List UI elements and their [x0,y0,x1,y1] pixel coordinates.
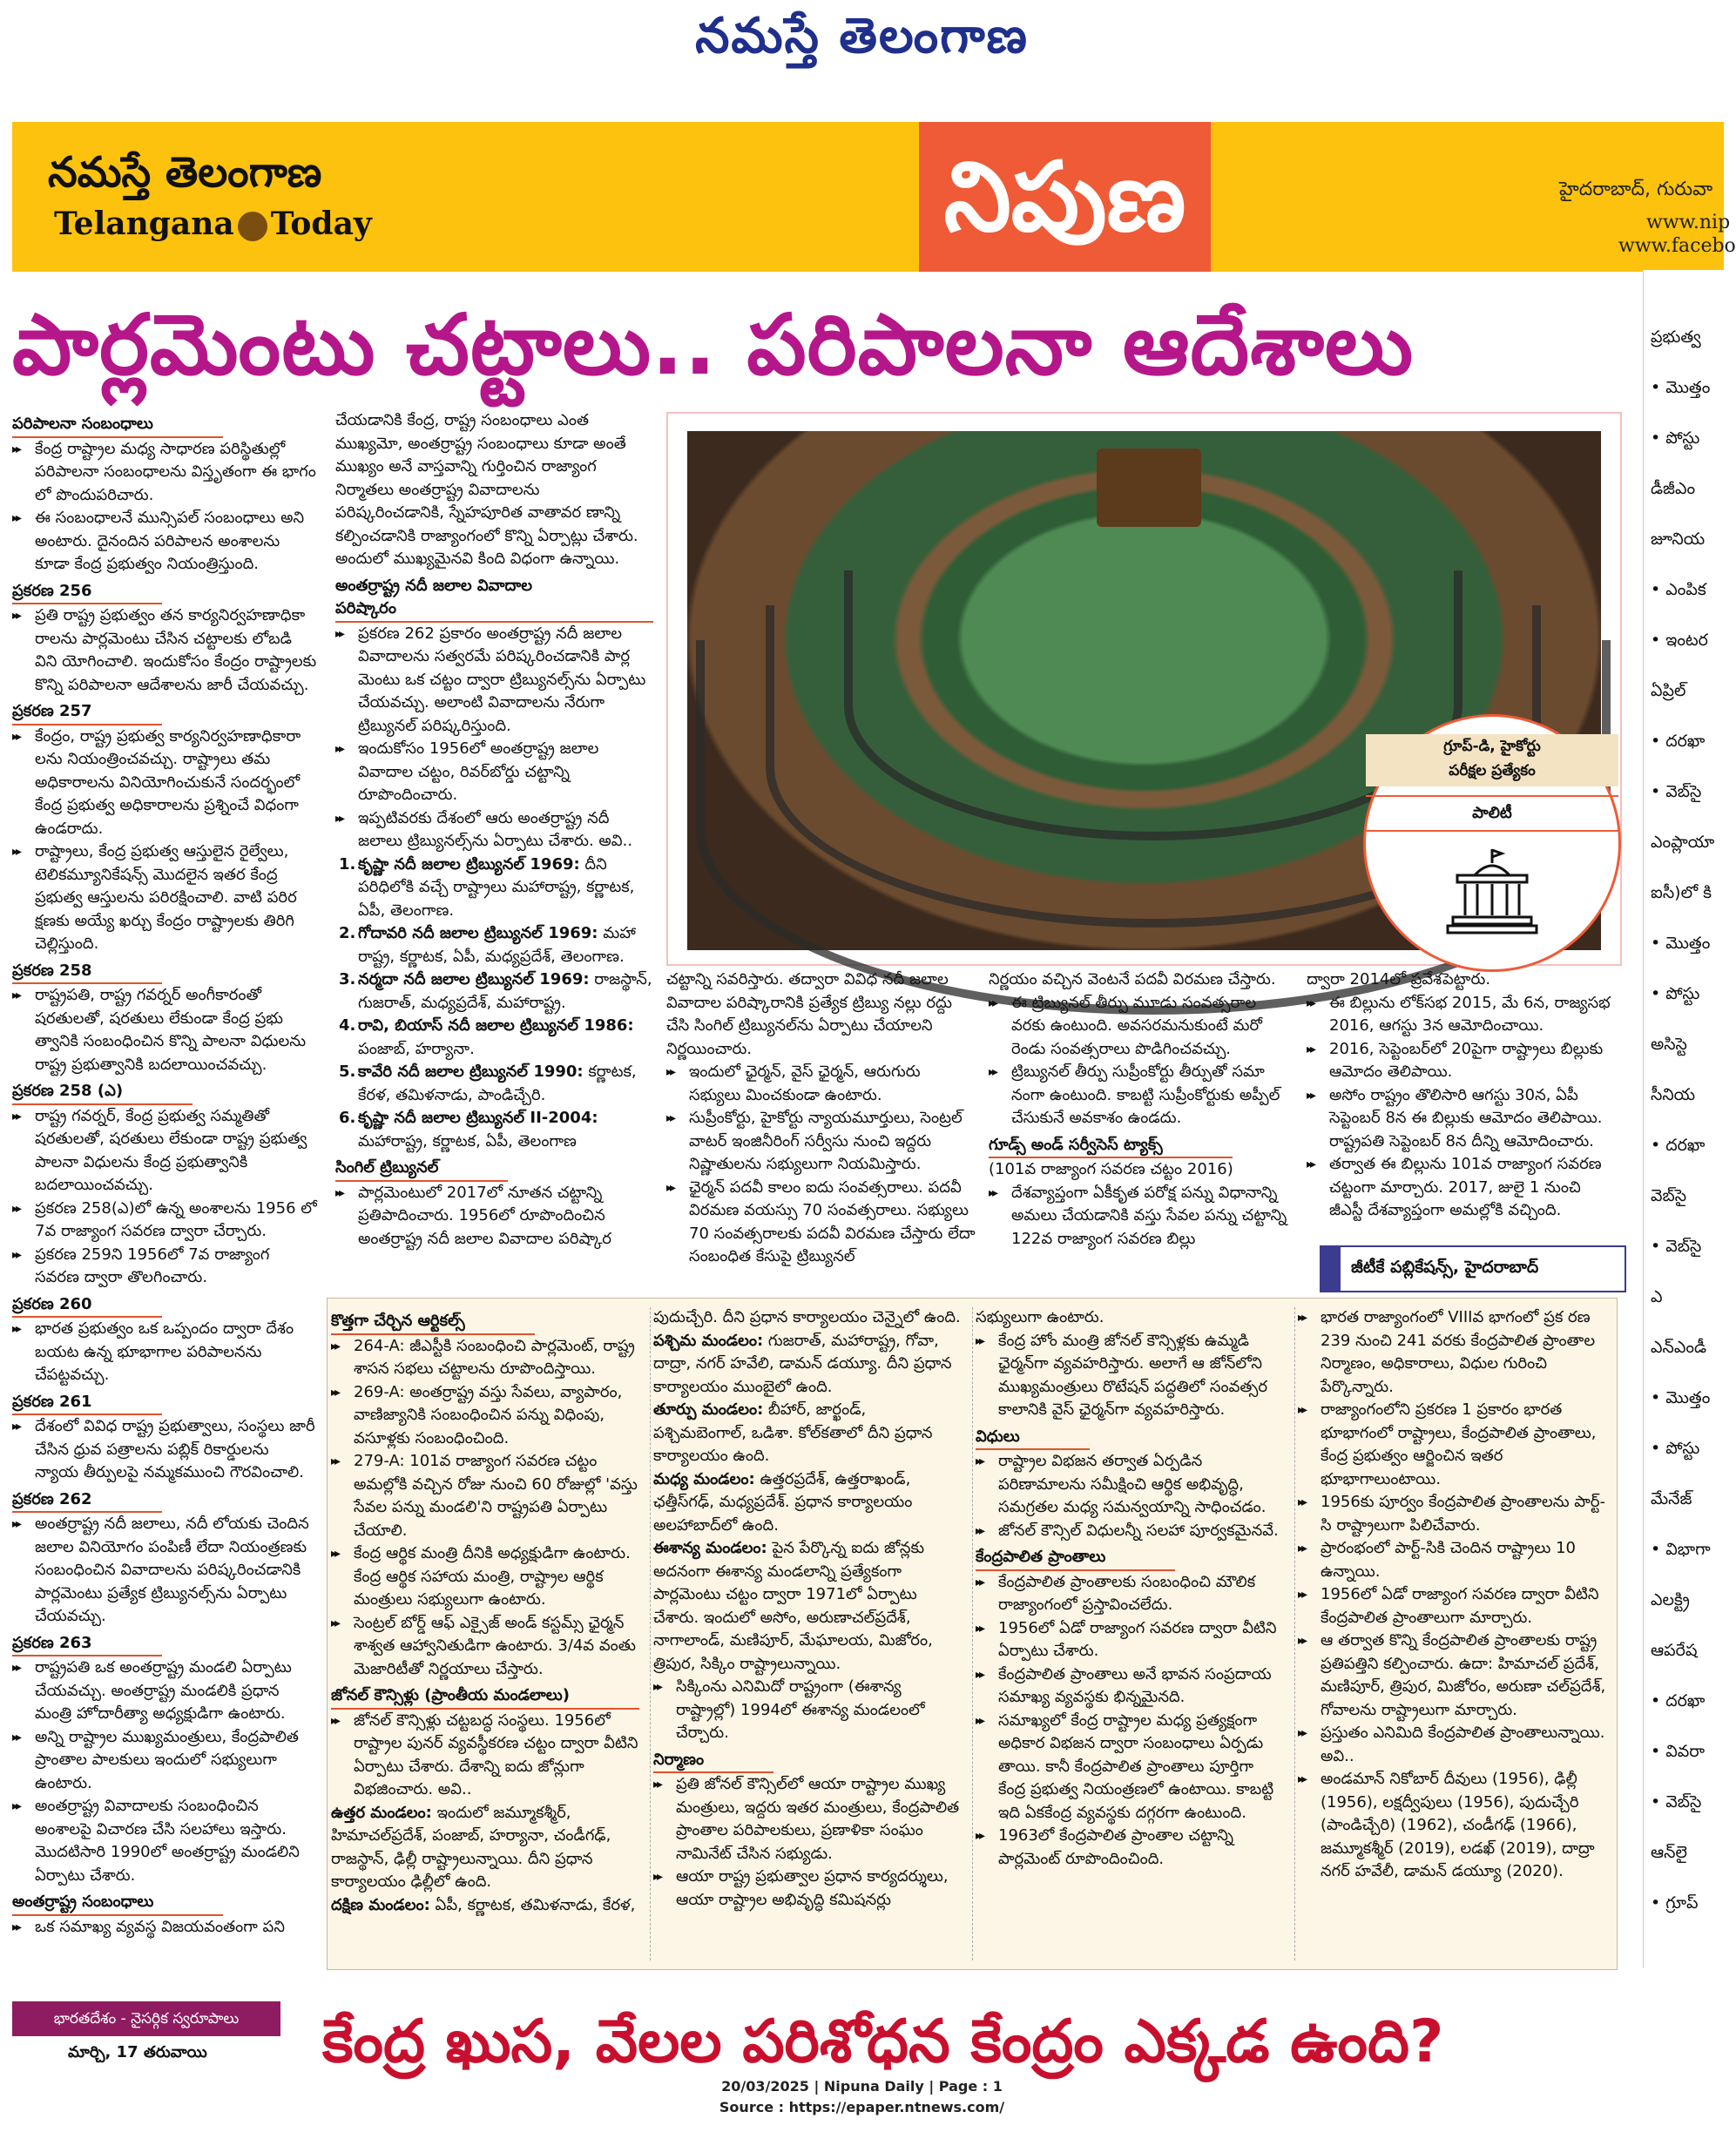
numbered-item [335,1061,653,1107]
article-headline: పార్లమెంటు చట్టాలు.. పరిపాలనా ఆదేశాలు [12,296,1415,394]
bullet-item [976,1617,1285,1663]
bullet-item [331,1335,640,1381]
sidebar-line: • దరఖా [1651,1136,1706,1155]
item-text: (101వ రాజ్యాంగ సవరణ చట్టం 2016) [989,1160,1233,1178]
item-text: జోనల్ కౌన్సిళ్లు చట్టబద్ధ సంస్థలు. 1956లో రాష్ట్రాల పునర్ వ్యవస్థీకరణ చట్టం ద్వారా వీటిని ఏర్పాటు చేశారు. దేశాన్ని ఐదు జోన్లుగా విభజించారు. అవి.. [354,1710,638,1798]
sidebar-line: ఎన్‌ఎండీ [1651,1338,1707,1357]
section-heading: అంతర్రాష్ట్ర సంబంధాలు [12,1891,223,1916]
item-text: అసోం రాష్ట్రం తొలిసారి ఆగస్టు 30న, ఏపీ సెప్టెంబర్ 8న ఈ బిల్లుకు ఆమోదం తెలిపాయి. రాష్ట్రపతి సెప్టెంబర్ 8న దీన్ని ఆమోదించారు. [1329,1085,1603,1150]
brand-telugu-logo: నమస్తే తెలంగాణ [48,148,322,197]
item-text: 1956లో ఏడో రాజ్యాంగ సవరణ ద్వారా వీటిని ఏర్పాటు చేశారు. [998,1618,1277,1660]
next-article-headline: కేంద్ర ఖుస, వేలల పరిశోధన కేంద్రం ఎక్కడ ఉంది? [322,2007,1444,2076]
item-text: ప్రకరణ 258(ఎ)లో ఉన్న అంశాలను 1956 లో 7వ రాజ్యాంగ సవరణ ద్వారా చేర్చారు. [35,1198,317,1240]
item-text: ప్రస్తుతం ఎనిమిది కేంద్రపాలిత ప్రాంతాలున్నాయి. అవి.. [1321,1724,1605,1765]
item-text: అండమాన్ నికోబార్ దీవులు (1956), ఢిల్లీ (1956), లక్షద్వీపులు (1956), పుదుచ్చేరి (పాండిచ్చేరి) (1962), చండీగఢ్ (1966), జమ్మూకశ్మీర్ (2019), లడఖ్ (2019), దాద్రా నగర్ హవేలీ, డామన్ డయ్యూ (2020). [1321,1770,1595,1880]
item-term: తూర్పు మండలం: [653,1400,764,1419]
bullet-item [331,1450,640,1542]
item-text: భారత రాజ్యాంగంలో VIIIవ భాగంలో ప్రక రణ 239 నుంచి 241 వరకు కేంద్రపాలిత ప్రాంతాల నిర్మాణం, అధికారాలు, విధుల గురించి పేర్కొన్నారు. [1321,1308,1596,1396]
item-number: 2. [339,924,356,942]
sidebar-line: ఎ [1651,1287,1663,1306]
bullet-item [331,1542,640,1612]
paragraph [653,1468,963,1538]
item-text: రాజ్యాంగంలోని ప్రకరణ 1 ప్రకారం భారత భూభాగంలో రాష్ట్రాలు, కేంద్రపాలిత ప్రాంతాలు, కేంద్ర ప్రభుత్వం ఆర్జించిన ఇతర భూభాగాలుంటాయి. [1321,1400,1597,1488]
item-number: 3. [339,970,356,988]
paragraph [666,968,976,1061]
section-heading: కేంద్రపాలిత ప్రాంతాలు [976,1546,1175,1571]
bullet-item [331,1612,640,1682]
item-text: రాష్ట్రాల విభజన తర్వాత ఏర్పడిన పరిణామాలను సమీక్షించి ఆర్థిక అభివృద్ధి, సమగ్రతల మధ్య సమన్వయాన్ని సాధించడం. [998,1452,1267,1516]
badge-line-2: పరీక్షల ప్రత్యేకం [1449,762,1536,779]
bullet-item [666,1177,976,1269]
paragraph [335,409,653,571]
item-term: పశ్చిమ మండలం: [653,1331,764,1350]
continued-date: మార్చి, 17 తరువాయి [68,2043,207,2061]
bullet-item [1298,1537,1607,1583]
item-text: రాష్ట్రపతి ఒక అంతర్రాష్ట్ర మండలి ఏర్పాటు చేయవచ్చు. అంతర్రాష్ట్ర మండలికి ప్రధాన మంత్రి హోదారీత్యా అధ్యక్షుడిగా ఉంటారు. [35,1658,292,1723]
item-text: 264-A: జీఎస్టీకి సంబంధించి పార్లమెంట్, రాష్ట్ర శాసన సభలు చట్టాలను రూపొందిస్తాయి. [354,1336,635,1378]
exam-special-badge [1363,714,1621,972]
bullet-item [1307,992,1616,1038]
item-text: సెంట్రల్ బోర్డ్ ఆఫ్ ఎక్సైజ్ అండ్ కస్టమ్స్ ఛైర్మన్ శాశ్వత ఆహ్వానితుడిగా ఉంటారు. 3/4వ వంతు మెజారిటీతో నిర్ణయాలు చేస్తారు. [354,1613,636,1678]
item-text: 269-A: అంతర్రాష్ట్ర వస్తు సేవలు, వ్యాపారం, వాణిజ్యానికి సంబంధించిన పన్ను విధింపు, వసూళ్లకు సంబంధించింది. [354,1382,623,1447]
publisher-bar [1321,1247,1341,1291]
item-term: కృష్ణా నదీ జలాల ట్రిబ్యునల్ 1969: [358,854,580,874]
sidebar-line: వెబ్‌సై [1651,1186,1687,1205]
item-text: ఛైర్మన్ పదవీ కాలం ఐదు సంవత్సరాలు. పదవీ విరమణ వయస్సు 70 సంవత్సరాలు. సభ్యులు 70 సంవత్సరాలకు పదవీ విరమణ చేస్తారు లేదా సంబంధిత కేసుపై ట్రిబ్యునల్ [689,1177,976,1265]
section-heading: పరిపాలనా సంబంధాలు [12,413,223,438]
item-text: ఇందుకోసం 1956లో అంతర్రాష్ట్ర జలాల వివాదాల చట్టం, రివర్‌బోర్డు చట్టాన్ని రూపొందించారు. [358,739,599,804]
sidebar-line: ఆపరేష [1651,1641,1698,1660]
item-text: అంతర్రాష్ట్ర వివాదాలకు సంబంధించిన అంశాలపై విచారణ చేసి సలహాలు ఇస్తారు. మొదటిసారి 1990లో అంతర్రాష్ట్ర మండలిని ఏర్పాటు చేశారు. [35,1797,300,1885]
box-divider [1294,1307,1295,1960]
sidebar-line: • మొత్తం [1651,934,1711,953]
item-text: బీహార్, జార్ఖండ్, పశ్చిమబెంగాల్, ఒడిశా. కోల్‌కతాలో దీని ప్రధాన కార్యాలయం ఉంది. [653,1400,933,1465]
item-text: రాష్ట్రపతి, రాష్ట్ర గవర్నర్ అంగీకారంతో షరతులతో, షరతులు లేకుండా కేంద్ర ప్రభు త్వానికి సంబంధించిన కొన్ని పాలనా విధులను రాష్ట్ర ప్రభుత్వానికి బదలాయించవచ్చు. [35,986,307,1074]
item-text: ఒక సమాఖ్య వ్యవస్థ విజయవంతంగా పని [35,1917,285,1936]
item-text: రాష్ట్రాలు, కేంద్ర ప్రభుత్వ ఆస్తులైన రైల్వేలు, టెలికమ్యూనికేషన్స్ మొదలైన ఇతర కేంద్ర ప్రభుత్వ ఆస్తులను పరిరక్షించాలి. వాటి పరిర క్షణకు అయ్యే ఖర్చు కేంద్రం రాష్ట్రాలకు తిరిగి చెల్లిస్తుంది. [35,842,297,953]
paragraph [653,1537,963,1676]
item-text: ట్రిబ్యునల్ తీర్పు సుప్రీంకోర్టు తీర్పుతో సమా నంగా ఉంటుంది. కాబట్టి సుప్రీంకోర్టుకు అప్పీల్ చేసుకునే అవకాశం ఉండదు. [1011,1063,1280,1127]
item-text: నిర్ణయం వచ్చిన వెంటనే పదవీ విరమణ చేస్తారు. [989,970,1276,988]
item-text: ఉత్తరప్రదేశ్, ఉత్తరాఖండ్, ఛత్తీస్‌గఢ్, మధ్యప్రదేశ్. ప్రధాన కార్యాలయం అలహాబాద్‌లో ఉంది. [653,1469,913,1535]
emblem-icon [238,212,267,241]
item-text: పైన పేర్కొన్న ఐదు జోన్లకు అదనంగా ఈశాన్య మండలాన్ని ప్రత్యేకంగా పార్లమెంటు చట్టం ద్వారా 1971లో ఏర్పాటు చేశారు. ఇందులో అసోం, అరుణాచల్‌ప్రదేశ్, నాగాలాండ్, మణిపూర్, మేఘాలయ, మిజోరం, త్రిపుర, సిక్కిం రాష్ట్రాలున్నాయి. [653,1539,933,1673]
sidebar-line: • వివరా [1651,1742,1706,1761]
sidebar-line: ఐసీ)లో కి [1651,883,1712,902]
paragraph [989,1158,1294,1182]
sidebar-line: • మొత్తం [1651,378,1711,397]
sidebar-line: మేనేజ్ [1651,1489,1692,1508]
bullet-item [989,1061,1294,1130]
bullet-item [976,1663,1285,1710]
item-text: సమాఖ్యలో కేంద్ర రాష్ట్రాల మధ్య ప్రత్యక్షంగా అధికార విభజన ద్వారా సంబంధాలు ఏర్పడు తాయి. కానీ కేంద్రపాలిత ప్రాంతాలు పూర్తిగా కేంద్ర ప్రభుత్వ నియంత్రణలో ఉంటాయి. కాబట్టి ఇది ఏకకేంద్ర వ్యవస్థకు దగ్గరగా ఉంటుంది. [998,1710,1274,1822]
item-text: ఏపీ, కర్ణాటక, తమిళనాడు, కేరళ, [429,1895,636,1914]
sidebar-line: ఏప్రిల్ [1651,681,1686,700]
section-heading: జోనల్ కౌన్సిళ్లు (ప్రాంతీయ మండలాలు) [331,1684,639,1710]
publisher-name: జీటీకే పబ్లికేషన్స్, హైదరాబాద్ [1351,1258,1539,1277]
item-text: మహా రాష్ట్ర, కర్ణాటక, ఏపీ, మధ్యప్రదేశ్, తెలంగాణ. [358,924,636,966]
bullet-item [1298,1399,1607,1491]
item-text: 279-A: 101వ రాజ్యాంగ సవరణ చట్టం అమల్లోకి వచ్చిన రోజు నుంచి 60 రోజుల్లో 'వస్తు సేవల పన్ను మండలి'ని రాష్ట్రపతి ఏర్పాటు చేయాలి. [354,1452,638,1540]
bullet-item [666,1061,976,1107]
publisher-credit [1320,1245,1626,1292]
item-term: ఉత్తర మండలం: [331,1803,432,1822]
sidebar-line: సీనియ [1651,1085,1696,1104]
item-text: చేయడానికి కేంద్ర, రాష్ట్ర సంబంధాలు ఎంత ముఖ్యమో, అంతర్రాష్ట్ర సంబంధాలు కూడా అంతే ముఖ్యం అనే వాస్తవాన్ని గుర్తించిన రాజ్యాంగ నిర్మాతలు అంతర్రాష్ట్ర వివాదాలను పరిష్కరించడానికి, స్నేహపూరిత వాతావర ణాన్ని కల్పించడానికి రాజ్యాంగంలో కొన్ని ఏర్పాట్లు చేశారు. అందులో ముఖ్యమైనవి కింది విధంగా ఉన్నాయి. [335,411,638,568]
sidebar-line: • వెబ్‌సై [1651,782,1702,801]
item-text: గుజరాత్, మహారాష్ట్ర, గోవా, దాద్రా, నగర్ హవేలి, డామన్ డయ్యూ. దీని ప్రధాన కార్యాలయం ముంబైలో ఉంది. [653,1331,952,1396]
item-text: ఇందులో ఛైర్మన్, వైస్ ఛైర్మన్, ఆరుగురు సభ్యులు మించకుండా ఉంటారు. [689,1063,921,1104]
item-text: మహారాష్ట్ర, కర్ణాటక, ఏపీ, తెలంగాణ [358,1131,577,1150]
item-text: ప్రకరణ 259ని 1956లో 7వ రాజ్యాంగ సవరణ ద్వారా తొలగించారు. [35,1245,270,1286]
bullet-item [12,1795,317,1887]
badge-line-1: గ్రూప్-డి, హైకోర్టు [1443,738,1541,755]
item-term: ఈశాన్య మండలం: [653,1539,767,1557]
sidebar-line: • పోస్టు [1651,1439,1700,1458]
article-column-1 [12,409,317,1939]
page-footer-source[interactable]: Source : https://epaper.ntnews.com/ [719,2099,1005,2115]
bullet-item [1298,1629,1607,1722]
bullet-item [1298,1583,1607,1629]
section-heading: విధులు [976,1426,1090,1451]
bullet-item [1298,1306,1607,1399]
website-link[interactable]: www.nip [1646,212,1731,233]
item-text: కేంద్రపాలిత ప్రాంతాలకు సంబంధించి మౌలిక రాజ్యాంగంలో ప్రస్తావించలేదు. [998,1572,1256,1614]
bullet-item [1298,1491,1607,1537]
item-text: ఈ సంబంధాలనే మున్సిపల్ సంబంధాలు అని అంటారు. దైనందిన పరిపాలన అంశాలను కూడా కేంద్ర ప్రభుత్వం నియంత్రిస్తుంది. [35,509,305,573]
item-text: కర్ణాటక, కేరళ, తమిళనాడు, పాండిచ్చేరి. [358,1063,637,1104]
item-number: 5. [339,1063,356,1081]
paragraph [331,1894,640,1918]
sidebar-line: • వెబ్‌సై [1651,1237,1702,1256]
section-heading: కొత్తగా చేర్చిన ఆర్టికల్స్ [331,1310,535,1335]
bullet-item [653,1773,963,1866]
item-text: రాజస్థాన్, గుజరాత్, మధ్యప్రదేశ్, మహారాష్ట్ర. [358,970,652,1012]
item-text: కేంద్రపాలిత ప్రాంతాలు అనే భావన సంప్రదాయ సమాఖ్య వ్యవస్థకు భిన్నమైనది. [998,1664,1272,1706]
bullet-item [12,1415,317,1485]
item-text: తర్వాత ఈ బిల్లును 101వ రాజ్యాంగ సవరణ చట్టంగా మార్చారు. 2017, జులై 1 నుంచి జీఎస్టీ దేశవ్యాప్తంగా అమల్లోకి వచ్చింది. [1329,1155,1602,1219]
item-text: దేశంలో వివిధ రాష్ట్ర ప్రభుత్వాలు, సంస్థలు జారీ చేసిన ధ్రువ పత్రాలను పబ్లిక్ రికార్డులను న్యాయ తీర్పులపై నమ్మకముంచి గౌరవించాలి. [35,1417,315,1481]
item-text: ఈ బిల్లును లోక్‌సభ 2015, మే 6న, రాజ్యసభ 2016, ఆగస్టు 3న ఆమోదించాయి. [1329,993,1611,1035]
bullet-item [335,807,653,853]
numbered-item [335,1107,653,1153]
sidebar-line: • విభాగా [1651,1540,1711,1559]
sidebar-line: • వెబ్‌సై [1651,1792,1702,1812]
jobs-sidebar [1643,270,1725,1968]
numbered-item [335,968,653,1015]
sidebar-line: • ఇంటర [1651,631,1708,650]
numbered-item [335,853,653,923]
paragraph [331,1802,640,1894]
bullet-item [12,1105,317,1198]
item-text: ఆ తర్వాత కొన్ని కేంద్రపాలిత ప్రాంతాలకు రాష్ట్ర ప్రతిపత్తిని కల్పించారు. ఉదా: హిమాచల్ ప్రదేశ్, మణిపూర్, త్రిపుర, మిజోరం, అరుణా చల్‌ప్రదేశ్, గోవాలను రాష్ట్రాలుగా మార్చారు. [1321,1631,1606,1719]
sidebar-line: అసిస్టె [1651,1035,1687,1054]
bullet-item [989,992,1294,1062]
section-heading: అంతర్రాష్ట్ర నదీ జలాల వివాదాల పరిష్కారం [335,575,653,623]
item-text: ప్రతి జోనల్ కౌన్సిల్‌లో ఆయా రాష్ట్రాల ముఖ్య మంత్రులు, ఇద్దరు ఇతర మంత్రులు, కేంద్రపాలిత ప్రాంతాల పరిపాలకులు, ప్రణాళికా సంఘం నామినేట్ చేసిన సభ్యుడు. [676,1775,960,1863]
section-heading: ప్రకరణ 263 [12,1632,162,1657]
item-text: ప్రారంభంలో పార్ట్-సికి చెందిన రాష్ట్రాలు 10 ఉన్నాయి. [1321,1539,1576,1581]
bullet-item [1298,1768,1607,1884]
box-column-1 [331,1306,640,1917]
paragraph [653,1330,963,1400]
item-term: దక్షిణ మండలం: [331,1895,430,1914]
bullet-item [12,1656,317,1726]
badge-subject: పాలిటీ [1366,795,1618,832]
sidebar-line: జూనియ [1651,530,1706,549]
item-text: సుప్రీంకోర్టు, హైకోర్టు న్యాయమూర్తులు, సెంట్రల్ వాటర్ ఇంజినీరింగ్ సర్వీసు నుంచి ఇద్దరు నిష్ణాతులను సభ్యులుగా నియమిస్తారు. [689,1109,963,1173]
item-text: కేంద్ర రాష్ట్రాల మధ్య సాధారణ పరిస్థితుల్లో పరిపాలనా సంబంధాలను విస్తృతంగా ఈ భాగం లో పొందుపరిచారు. [35,439,316,504]
sidebar-line: • ఎంపిక [1651,580,1706,599]
item-text: 2016, సెప్టెంబర్‌లో 20పైగా రాష్ట్రాలు బిల్లుకు ఆమోదం తెలిపాయి. [1329,1039,1604,1081]
section-heading: ప్రకరణ 258 (ఎ) [12,1080,193,1105]
paragraph [653,1306,963,1330]
bullet-item [12,1726,317,1796]
item-text: పుదుచ్చేరి. దీని ప్రధాన కార్యాలయం చెన్నైలో ఉంది. [653,1308,961,1326]
item-term: గోదావరి నదీ జలాల ట్రిబ్యునల్ 1969: [358,924,598,942]
item-text: ఇప్పటివరకు దేశంలో ఆరు అంతర్రాష్ట్ర నదీ జలాలు ట్రిబ్యునల్స్‌ను ఏర్పాటు చేశారు. అవి.. [358,808,633,850]
section-heading: ప్రకరణ 258 [12,960,162,985]
bullet-item [12,1318,317,1387]
box-column-3 [976,1306,1285,1871]
bullet-item [1307,1153,1616,1223]
bullet-item [335,1182,653,1252]
item-text: చట్టాన్ని సవరిస్తారు. తద్వారా వివిధ నదీ జలాల వివాదాల పరిష్కారానికి ప్రత్యేక ట్రిబ్యు నల్లు రద్దు చేసి సింగిల్ ట్రిబ్యునల్‌ను ఏర్పాటు చేయాలని నిర్ణయించారు. [666,970,952,1058]
bullet-item [989,1182,1294,1252]
speaker-chair [1097,449,1201,527]
item-text: 1956కు పూర్వం కేంద్రపాలిత ప్రాంతాలను పార్ట్-సి రాష్ట్రాలుగా పిలిచేవారు. [1321,1493,1606,1535]
item-text: ఇందులో జమ్మూకశ్మీర్, హిమాచల్‌ప్రదేశ్, పంజాబ్, హర్యానా, చండీగఢ్, రాజస్థాన్, ఢిల్లీ రాష్ట్రాలున్నాయి. దీని ప్రధాన కార్యాలయం ఢిల్లీలో ఉంది. [331,1803,611,1891]
item-number: 1. [339,854,356,874]
bullet-item [976,1450,1285,1520]
item-text: కేంద్రం, రాష్ట్ర ప్రభుత్వ కార్యనిర్వహణాధికారా లను నియంత్రించవచ్చు. రాష్ట్రాలు తమ అధికారాలను వినియోగించుకునే సందర్భంలో కేంద్ర ప్రభుత్వ అధికారాలను ప్రశ్నించే విధంగా ఉండరాదు. [35,726,301,838]
box-column-4 [1298,1306,1607,1884]
item-number: 6. [339,1109,356,1127]
bullet-item [976,1330,1285,1422]
bullet-item [12,725,317,841]
section-heading: ప్రకరణ 261 [12,1391,162,1416]
bullet-item [12,1513,317,1629]
bullet-item [12,1916,317,1940]
bullet-item [1298,1722,1607,1768]
section-heading: ప్రకరణ 256 [12,580,162,605]
numbered-item [335,922,653,968]
item-text: కేంద్ర ఆర్థిక మంత్రి దీనికి అధ్యక్షుడిగా ఉంటారు. కేంద్ర ఆర్థిక సహాయ మంత్రి, రాష్ట్రాల ఆర్థిక మంత్రులు సభ్యులుగా ఉంటారు. [354,1544,631,1609]
bullet-item [1307,1038,1616,1084]
item-term: నర్మదా నదీ జలాల ట్రిబ్యునల్ 1969: [358,970,590,988]
section-heading: సింగిల్ ట్రిబ్యునల్ [335,1157,508,1182]
item-text: 1963లో కేంద్రపాలిత ప్రాంతాల చట్టాన్ని పార్లమెంట్ రూపొందించింది. [998,1826,1233,1868]
box-divider [972,1307,973,1960]
paragraph [989,968,1294,992]
brand-english-logo [54,206,372,242]
bullet-item [12,438,317,508]
article-column-3 [666,968,976,1269]
bullet-item [653,1866,963,1912]
item-text: పంజాబ్, హర్యానా. [358,1039,475,1058]
paragraph [1307,968,1616,992]
next-topic-tag: భారతదేశం - నైసర్గిక స్వరూపాలు [12,2001,280,2036]
bullet-item [12,1198,317,1244]
bullet-item [335,623,653,739]
bullet-item [976,1571,1285,1617]
sidebar-line: • మొత్తం [1651,1388,1711,1407]
sidebar-line: ఆన్‌లై [1651,1843,1687,1862]
item-number: 4. [339,1016,356,1035]
item-text: భారత ప్రభుత్వం ఒక ఒప్పందం ద్వారా దేశం బయట ఉన్న భూభాగాల పరిపాలనను చేపట్టవచ్చు. [35,1319,294,1384]
sidebar-line: • దరఖా [1651,732,1706,751]
section-heading: గూడ్స్ అండ్ సర్వీసెస్ ట్యాక్స్ [989,1134,1233,1159]
bullet-item [331,1381,640,1451]
sidebar-line: • దరఖా [1651,1691,1706,1710]
brand-english-1: Telangana [54,206,234,242]
item-text: ఆయా రాష్ట్ర ప్రభుత్వాల ప్రధాన కార్యదర్శులు, ఆయా రాష్ట్రాల అభివృద్ధి కమిషనర్లు [676,1867,949,1909]
bullet-item [12,604,317,697]
item-term: మధ్య మండలం: [653,1469,755,1488]
item-text: ద్వారా 2014లో ప్రవేశపెట్టారు. [1307,970,1491,988]
item-text: అన్ని రాష్ట్రాల ముఖ్యమంత్రులు, కేంద్రపాలిత ప్రాంతాల పాలకులు ఇందులో సభ్యులుగా ఉంటారు. [35,1727,299,1792]
item-text: జోనల్ కౌన్సిల్ విధులన్నీ సలహా పూర్వకమైనవే. [998,1521,1279,1540]
item-text: దేశవ్యాప్తంగా ఏకీకృత పరోక్ష పన్ను విధానాన్ని అమలు చేయడానికి వస్తు సేవల పన్ను చట్టాన్ని 122వ రాజ్యాంగ సవరణ బిల్లు [1011,1183,1287,1248]
item-text: పార్లమెంటులో 2017లో నూతన చట్టాన్ని ప్రతిపాదించారు. 1956లో రూపొందించిన అంతర్రాష్ట్ర నదీ జలాల వివాదాల పరిష్కార [358,1183,611,1248]
section-title: నిపుణ [919,122,1211,272]
bullet-item [976,1520,1285,1543]
box-column-2 [653,1306,963,1912]
item-text: అంతర్రాష్ట్ర నదీ జలాలు, నదీ లోయకు చెందిన జలాల వినియోగం పంపిణీ లేదా నియంత్రణకు సంబంధించిన వివాదాలను పరిష్కరించడానికి పార్లమెంటు ప్రత్యేక ట్రిబ్యునల్స్‌ను ఏర్పాటు చేయవచ్చు. [35,1515,309,1625]
brand-english-2: Today [270,206,372,242]
bullet-item [331,1710,640,1802]
bullet-item [12,840,317,956]
paragraph [976,1306,1285,1330]
section-heading: ప్రకరణ 257 [12,700,162,725]
sidebar-line: ప్రభుత్వ [1651,327,1701,347]
sidebar-line: • గ్రూప్ [1651,1893,1699,1913]
item-term: కృష్ణా నదీ జలాల ట్రిబ్యునల్ II-2004: [358,1109,598,1127]
item-text: సిక్కింను ఎనిమిదో రాష్ట్రంగా (ఈశాన్య రాష్ట్రాల్లో) 1994లో ఈశాన్య మండలంలో చేర్చారు. [676,1677,925,1742]
parliament-building-icon [1444,847,1540,934]
bullet-item [976,1710,1285,1825]
bullet-item [12,984,317,1076]
sidebar-line: • పోస్టు [1651,984,1700,1003]
section-heading: ప్రకరణ 260 [12,1293,162,1319]
sidebar-line: డీజీఎం [1651,479,1696,498]
item-text: దీని పరిధిలోకి వచ్చే రాష్ట్రాలు మహారాష్ట్ర, కర్ణాటక, ఏపీ, తెలంగాణ. [358,854,635,920]
item-text: 1956లో ఏడో రాజ్యాంగ సవరణ ద్వారా వీటిని కేంద్రపాలిత ప్రాంతాలుగా మార్చారు. [1321,1585,1599,1627]
item-text: ప్రకరణ 262 ప్రకారం అంతర్రాష్ట్ర నదీ జలాల వివాదాలను సత్వరమే పరిష్కరించడానికి పార్ల మెంటు ఒక చట్టం ద్వారా ట్రిబ్యునల్స్‌ను ఏర్పాటు చేయవచ్చు. అలాంటి వివాదాలను నేరుగా ట్రిబ్యునల్ పరిష్కరిస్తుంది. [358,624,646,735]
bullet-item [1307,1084,1616,1154]
bullet-item [653,1676,963,1745]
bullet-item [12,1244,317,1290]
page-footer-info: 20/03/2025 | Nipuna Daily | Page : 1 [721,2078,1003,2095]
box-divider [650,1307,651,1960]
sidebar-line: ఎంప్లాయా [1651,833,1715,852]
section-heading: నిర్మాణం [653,1749,773,1774]
bullet-item [666,1107,976,1177]
item-text: సభ్యులుగా ఉంటారు. [976,1308,1104,1326]
masthead-logo: నమస్తే తెలంగాణ [695,7,1029,64]
item-text: ఈ ట్రిబ్యునల్ తీర్పు మూడు సంవత్సరాల వరకు ఉంటుంది. అవసరమనుకుంటే మరో రెండు సంవత్సరాలు పొడిగించవచ్చు. [1011,993,1262,1058]
section-heading: ప్రకరణ 262 [12,1488,162,1514]
sidebar-line: ఎలక్ట్రి [1651,1590,1690,1609]
badge-heading [1366,734,1618,786]
article-column-2 [335,409,653,1251]
paragraph [653,1399,963,1468]
dateline: హైదరాబాద్, గురువా [1559,179,1713,200]
numbered-item [335,1015,653,1061]
article-column-5 [1307,968,1616,1223]
item-term: రావి, బియాస్ నదీ జలాల ట్రిబ్యునల్ 1986: [358,1016,634,1035]
bullet-item [335,738,653,807]
sidebar-line: • పోస్టు [1651,428,1700,448]
article-column-4 [989,968,1294,1251]
item-text: రాష్ట్ర గవర్నర్, కేంద్ర ప్రభుత్వ సమ్మతితో షరతులతో, షరతులు లేకుండా రాష్ట్ర ప్రభుత్వ పాలనా విధులను కేంద్ర ప్రభుత్వానికి బదలాయించవచ్చు. [35,1106,307,1194]
item-text: కేంద్ర హోం మంత్రి జోనల్ కౌన్సిళ్లకు ఉమ్మడి ఛైర్మన్‌గా వ్యవహరిస్తారు. అలాగే ఆ జోన్‌లోని ముఖ్యమంత్రులు రొటేషన్ పద్ధతిలో సంవత్సర కాలానికి వైస్ ఛైర్మన్‌గా వ్యవహరిస్తారు. [998,1331,1267,1419]
item-text: ప్రతి రాష్ట్ర ప్రభుత్వం తన కార్యనిర్వహణాధికా రాలను పార్లమెంటు చేసిన చట్టాలకు లోబడి విని యోగించాలి. ఇందుకోసం కేంద్రం రాష్ట్రాలకు కొన్ని పరిపాలనా ఆదేశాలను జారీ చేయవచ్చు. [35,606,317,694]
facebook-link[interactable]: www.facebo [1618,235,1736,257]
bullet-item [12,507,317,577]
item-term: కావేరి నదీ జలాల ట్రిబ్యునల్ 1990: [358,1063,584,1081]
bullet-item [976,1825,1285,1871]
